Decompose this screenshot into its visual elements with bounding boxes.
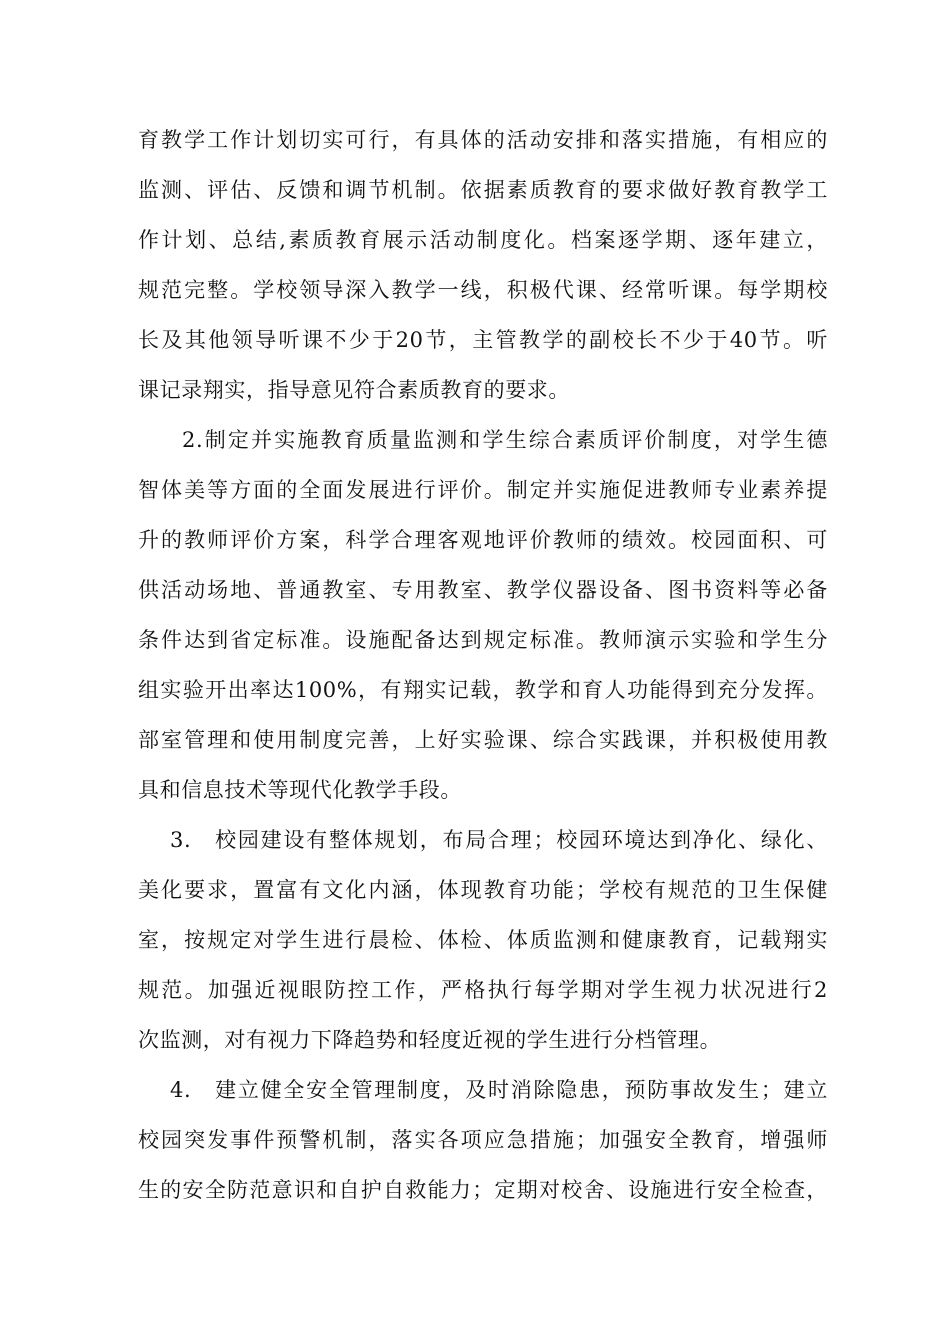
text-line: 规范完整。学校领导深入教学一线，积极代课、经常听课。每学期校 — [138, 278, 828, 302]
text-line: 作计划、总结,素质教育展示活动制度化。档案逐学期、逐年建立， — [138, 228, 828, 252]
text-line: 生的安全防范意识和自护自救能力；定期对校舍、设施进行安全检查， — [138, 1178, 828, 1202]
text-line: 课记录翔实，指导意见符合素质教育的要求。 — [138, 378, 570, 402]
paragraph-2-first-line: 2.制定并实施教育质量监测和学生综合素质评价制度，对学生德 — [182, 428, 828, 452]
text-line: 部室管理和使用制度完善，上好实验课、综合实践课，并积极使用教 — [138, 728, 828, 752]
text-line: 供活动场地、普通教室、专用教室、教学仪器设备、图书资料等必备 — [138, 578, 828, 602]
text-line: 美化要求，置富有文化内涵，体现教育功能；学校有规范的卫生保健 — [138, 878, 828, 902]
text-line: 长及其他领导听课不少于20节，主管教学的副校长不少于40节。听 — [138, 328, 828, 352]
text-line: 智体美等方面的全面发展进行评价。制定并实施促进教师专业素养提 — [138, 478, 828, 502]
text-line: 室，按规定对学生进行晨检、体检、体质监测和健康教育，记载翔实 — [138, 928, 828, 952]
text-line: 升的教师评价方案，科学合理客观地评价教师的绩效。校园面积、可 — [138, 528, 828, 552]
text-line: 规范。加强近视眼防控工作，严格执行每学期对学生视力状况进行2 — [138, 978, 828, 1002]
text-line: 监测、评估、反馈和调节机制。依据素质教育的要求做好教育教学工 — [138, 178, 828, 202]
text-line: 组实验开出率达100%，有翔实记载，教学和育人功能得到充分发挥。 — [138, 678, 828, 702]
text-line: 次监测，对有视力下降趋势和轻度近视的学生进行分档管理。 — [138, 1028, 722, 1052]
paragraph-4-first-line: 4. 建立健全安全管理制度，及时消除隐患，预防事故发生；建立 — [170, 1078, 828, 1102]
text-line: 育教学工作计划切实可行，有具体的活动安排和落实措施，有相应的 — [138, 128, 828, 152]
text-line: 条件达到省定标准。设施配备达到规定标准。教师演示实验和学生分 — [138, 628, 828, 652]
paragraph-3-first-line: 3. 校园建设有整体规划，布局合理；校园环境达到净化、绿化、 — [170, 828, 828, 852]
text-line: 具和信息技术等现代化教学手段。 — [138, 778, 462, 802]
text-line: 校园突发事件预警机制，落实各项应急措施；加强安全教育，增强师 — [138, 1128, 828, 1152]
